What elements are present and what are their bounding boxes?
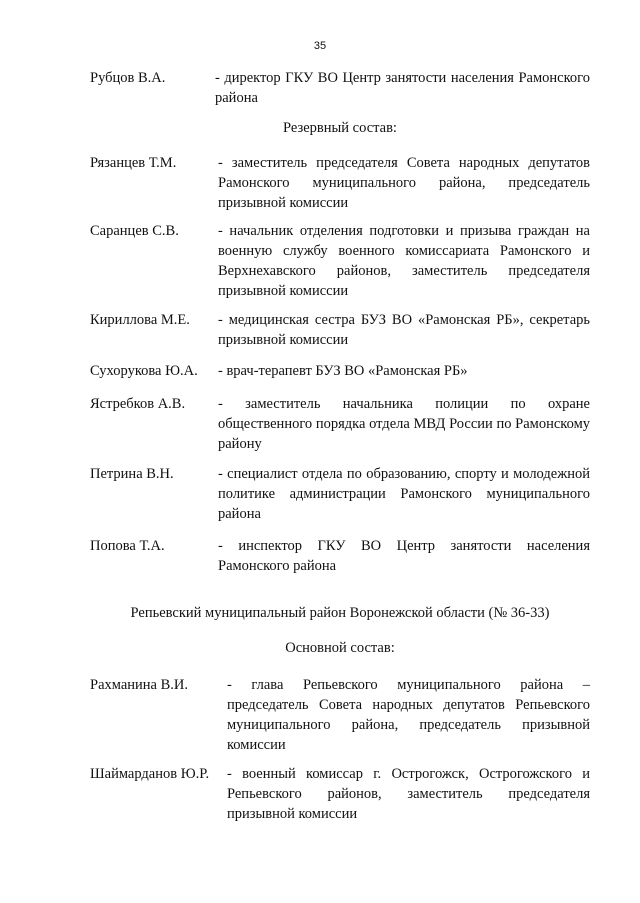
member-name: Попова Т.А. — [90, 538, 165, 554]
member-name: Рязанцев Т.М. — [90, 155, 177, 171]
member-description: - заместитель начальника полиции по охране общественного порядка отдела МВД России по Рамонскому району — [218, 396, 590, 452]
member-name: Сухорукова Ю.А. — [90, 363, 198, 379]
member-name: Шаймарданов Ю.Р. — [90, 766, 210, 782]
member-description: - директор ГКУ ВО Центр занятости населения Рамонского района — [215, 70, 590, 106]
reserve-composition-heading: Резервный состав: — [283, 120, 397, 136]
member-description: - военный комиссар г. Острогожск, Острогожского и Репьевского районов, заместитель председателя призывной комиссии — [227, 766, 590, 822]
member-description: - медицинская сестра БУЗ ВО «Рамонская РБ», секретарь призывной комиссии — [218, 312, 590, 348]
member-description: - заместитель председателя Совета народных депутатов Рамонского муниципального района, председатель призывной комиссии — [218, 155, 590, 211]
member-description: - начальник отделения подготовки и призыва граждан на военную службу военного комиссариата Рамонского и Верхнехавского районов, заместитель председателя призывной комиссии — [218, 223, 590, 299]
member-name: Петрина В.Н. — [90, 466, 174, 482]
member-description: - врач-терапевт БУЗ ВО «Рамонская РБ» — [218, 363, 468, 379]
district-heading: Репьевский муниципальный район Воронежской области (№ 36-33) — [130, 605, 550, 621]
member-name: Кириллова М.Е. — [90, 312, 190, 328]
member-description: - специалист отдела по образованию, спорту и молодежной политике администрации Рамонского муниципального района — [218, 466, 590, 522]
page-number: 35 — [313, 40, 327, 52]
main-composition-heading: Основной состав: — [285, 640, 395, 656]
member-name: Рахманина В.И. — [90, 677, 188, 693]
member-name: Ястребков А.В. — [90, 396, 186, 412]
member-description: - глава Репьевского муниципального района – председатель Совета народных депутатов Репьевского муниципального района, председатель призывной комиссии — [227, 677, 590, 753]
member-name: Саранцев С.В. — [90, 223, 179, 239]
member-description: - инспектор ГКУ ВО Центр занятости населения Рамонского района — [218, 538, 590, 574]
member-name: Рубцов В.А. — [90, 70, 166, 86]
